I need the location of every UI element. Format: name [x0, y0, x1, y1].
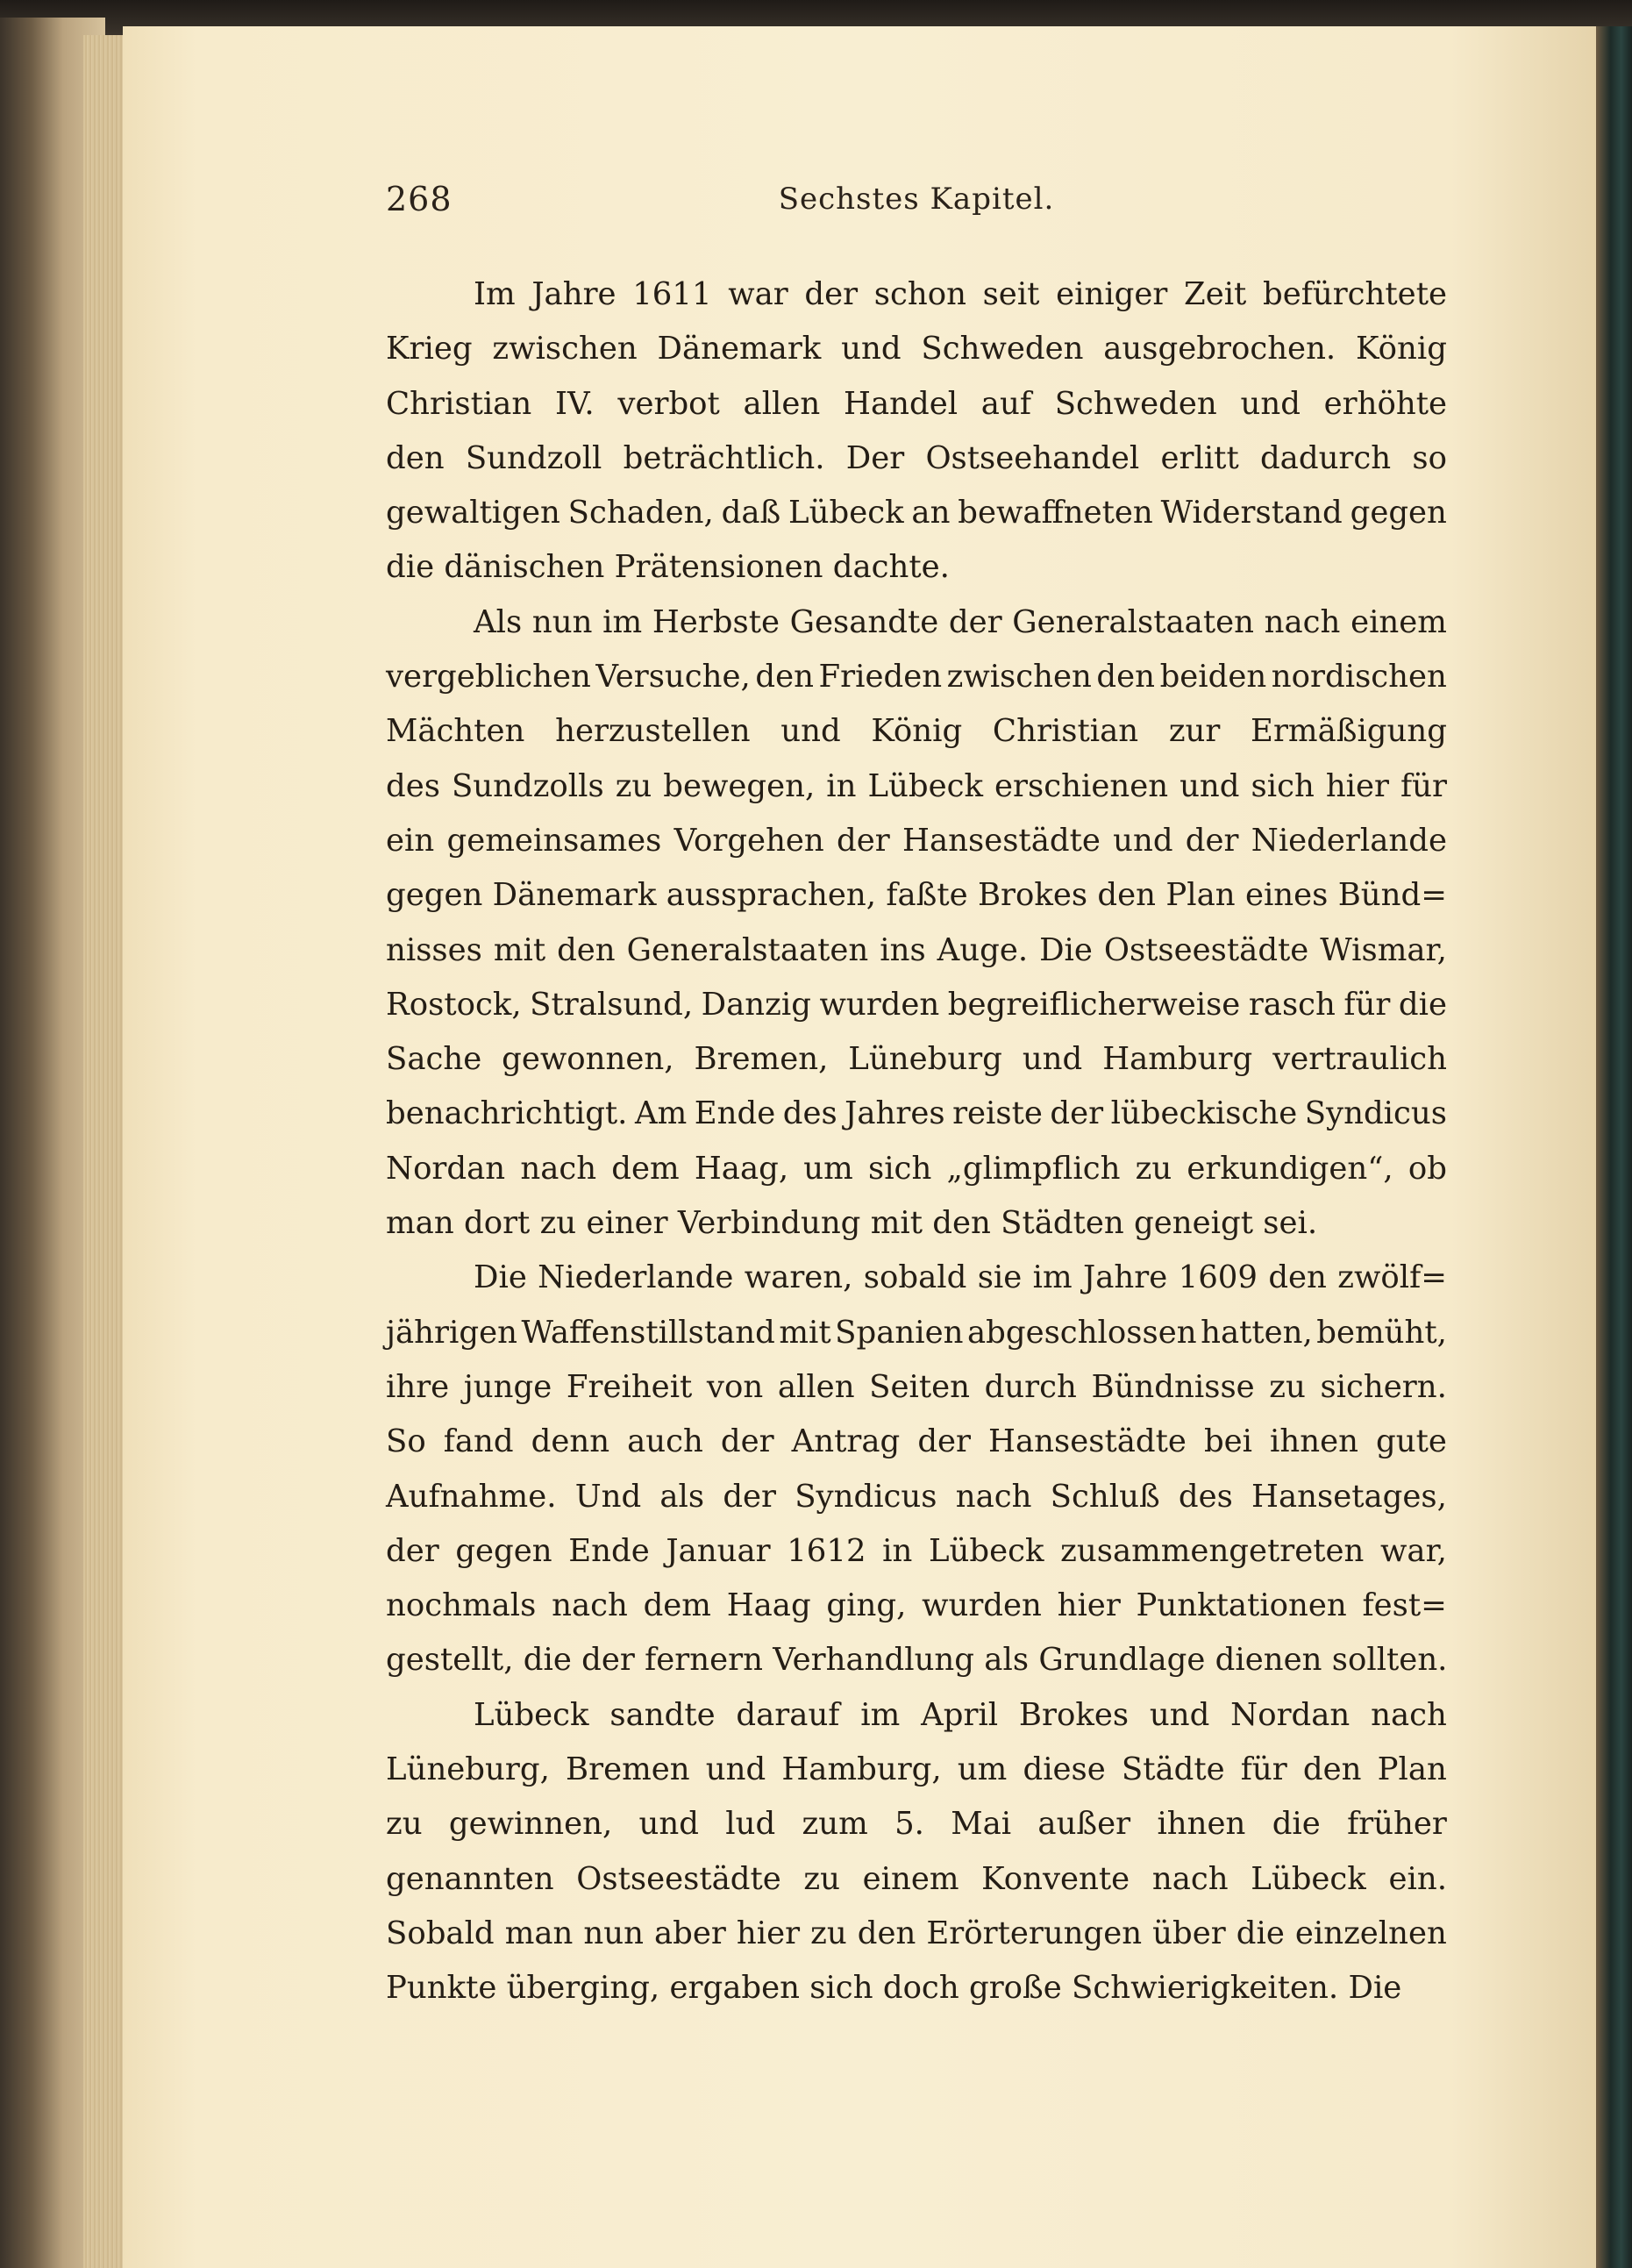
text-line: zu gewinnen, und lud zum 5. Mai außer ihnen die früher: [386, 1806, 1447, 1843]
text-line: nisses mit den Generalstaaten ins Auge. Die Ostseestädte Wismar,: [386, 931, 1447, 968]
paragraph-4: [386, 1688, 1447, 2016]
text-line: Als nun im Herbste Gesandte der Generalstaaten nach einem: [474, 603, 1447, 640]
text-line: Rostock, Stralsund, Danzig wurden begreiflicherweise rasch für die: [386, 986, 1447, 1023]
page-header: [386, 180, 1447, 232]
text-line: den Sundzoll beträchtlich. Der Ostseehandel erlitt dadurch so: [386, 439, 1447, 476]
running-title: Sechstes Kapitel.: [778, 182, 1055, 217]
text-line: Sache gewonnen, Bremen, Lüneburg und Hamburg vertraulich: [386, 1041, 1447, 1078]
text-line: ein gemeinsames Vorgehen der Hansestädte und der Niederlande: [386, 822, 1447, 859]
text-line: der gegen Ende Januar 1612 in Lübeck zusammengetreten war,: [386, 1532, 1447, 1569]
page-number: 268: [386, 180, 453, 218]
text-line: Nordan nach dem Haag, um sich „glimpflich zu erkundigen“, ob: [386, 1150, 1447, 1187]
page-stack: [83, 35, 127, 2268]
text-line: Lübeck sandte darauf im April Brokes und Nordan nach: [474, 1696, 1447, 1733]
book-spine: [1596, 26, 1632, 2268]
text-line: Im Jahre 1611 war der schon seit einiger Zeit befürchtete: [474, 276, 1447, 312]
text-line: die dänischen Prätensionen dachte.: [386, 549, 950, 586]
text-line: Die Niederlande waren, sobald sie im Jahre 1609 den zwölf=: [474, 1259, 1447, 1296]
text-line: des Sundzolls zu bewegen, in Lübeck erschienen und sich hier für: [386, 767, 1447, 804]
text-line: jährigen Waffenstillstand mit Spanien abgeschlossen hatten, bemüht,: [386, 1314, 1447, 1351]
text-line: gegen Dänemark aussprachen, faßte Brokes den Plan eines Bünd=: [386, 877, 1447, 914]
text-line: Mächten herzustellen und König Christian zur Ermäßigung: [386, 713, 1447, 750]
paragraph-3: [386, 1251, 1447, 1687]
text-line: genannten Ostseestädte zu einem Konvente nach Lübeck ein.: [386, 1860, 1447, 1897]
text-line: benachrichtigt. Am Ende des Jahres reiste der lübeckische Syndicus: [386, 1095, 1447, 1132]
text-line: ihre junge Freiheit von allen Seiten durch Bündnisse zu sichern.: [386, 1368, 1447, 1405]
text-line: Christian IV. verbot allen Handel auf Schweden und erhöhte: [386, 385, 1447, 422]
text-line: gewaltigen Schaden, daß Lübeck an bewaffneten Widerstand gegen: [386, 495, 1447, 531]
text-line: vergeblichen Versuche, den Frieden zwischen den beiden nordischen: [386, 659, 1447, 695]
text-line: So fand denn auch der Antrag der Hansestädte bei ihnen gute: [386, 1423, 1447, 1460]
text-line: gestellt, die der fernern Verhandlung als Grundlage dienen sollten.: [386, 1642, 1448, 1679]
paragraph-2: [386, 596, 1447, 1252]
text-line: Lüneburg, Bremen und Hamburg, um diese Städte für den Plan: [386, 1751, 1447, 1788]
text-line: Aufnahme. Und als der Syndicus nach Schluß des Hansetages,: [386, 1478, 1447, 1515]
paragraph-1: [386, 267, 1447, 596]
text-line: man dort zu einer Verbindung mit den Städten geneigt sei.: [386, 1205, 1318, 1242]
text-line: nochmals nach dem Haag ging, wurden hier Punktationen fest=: [386, 1587, 1447, 1624]
body-text: [386, 267, 1447, 2016]
text-line: Sobald man nun aber hier zu den Erörterungen über die einzelnen: [386, 1915, 1447, 1951]
text-line: Krieg zwischen Dänemark und Schweden ausgebrochen. König: [386, 331, 1447, 367]
text-line: Punkte überging, ergaben sich doch große Schwierigkeiten. Die: [386, 1970, 1402, 2007]
